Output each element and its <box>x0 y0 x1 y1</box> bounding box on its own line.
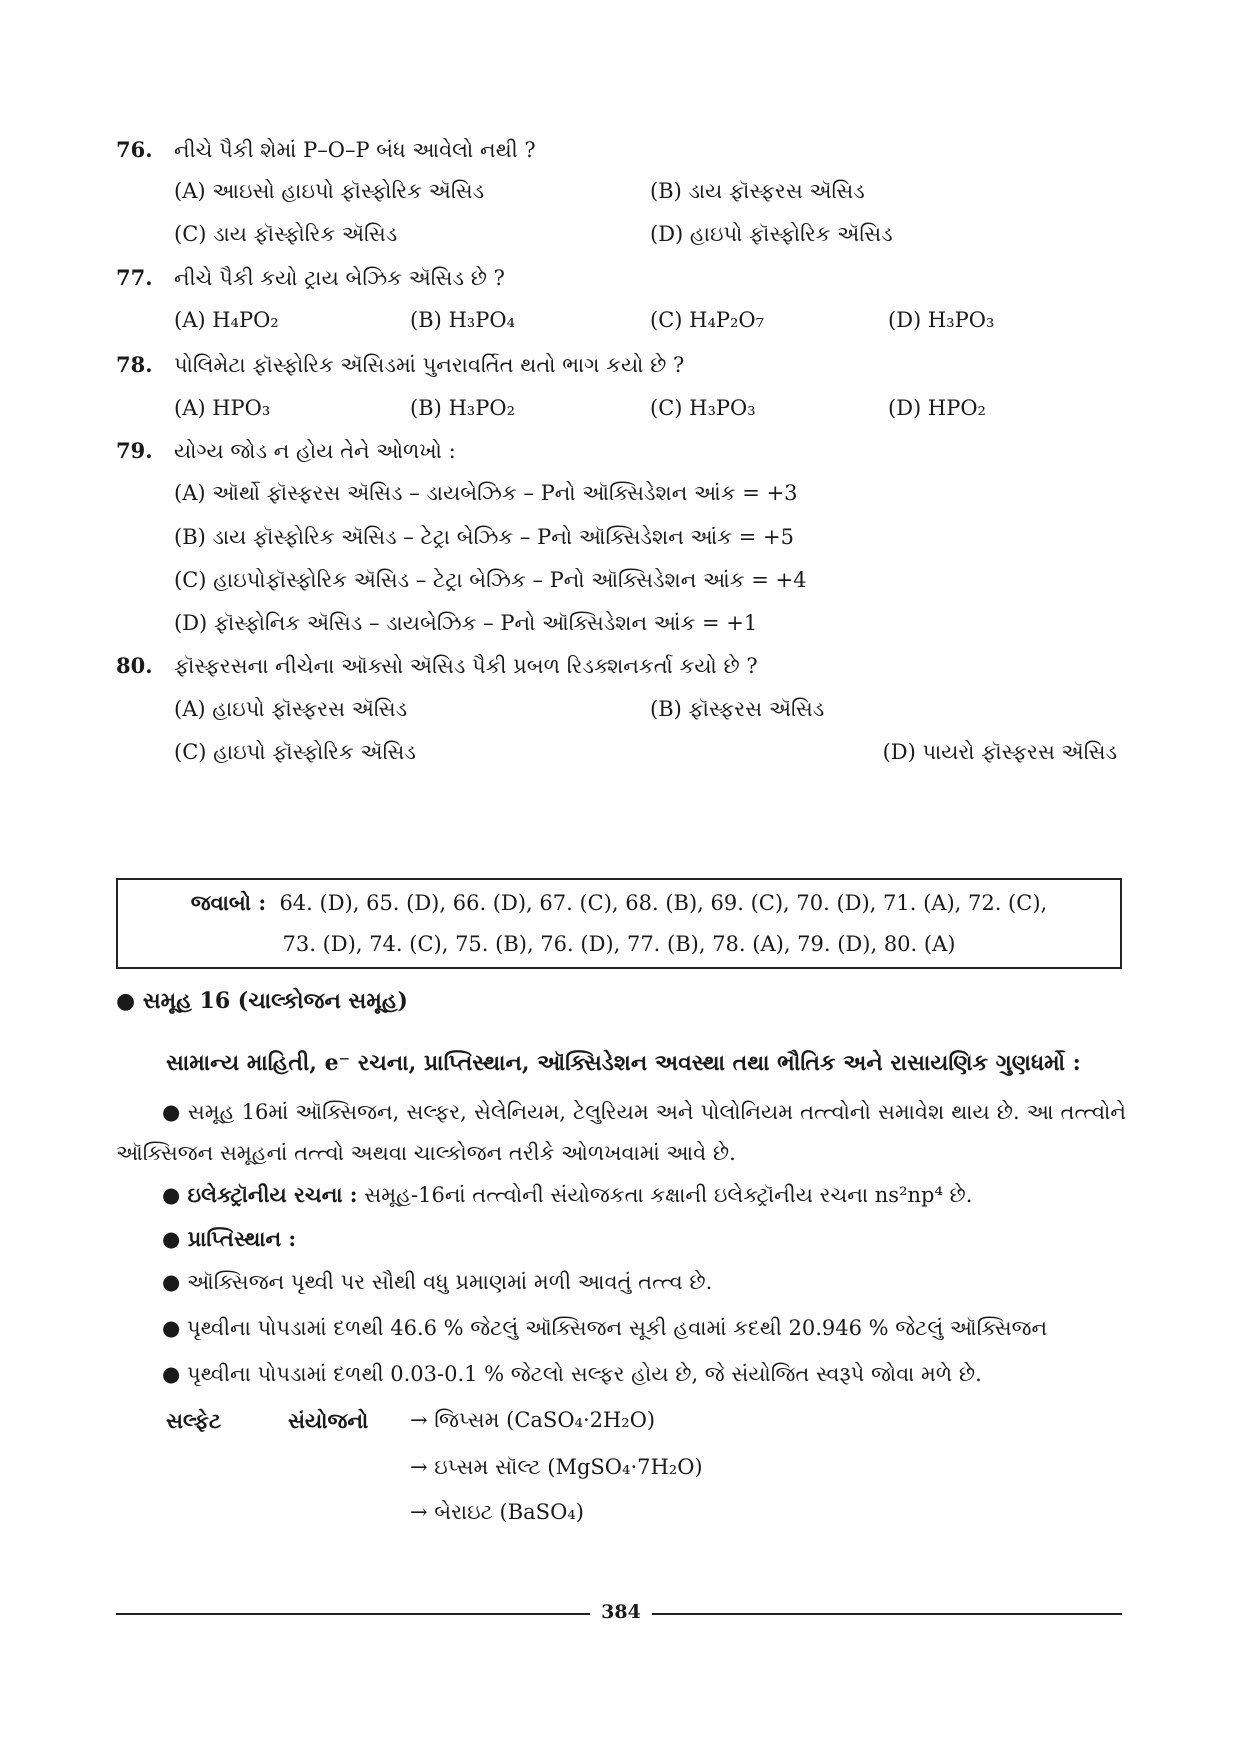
answer-key-values-1: 64. (D), 65. (D), 66. (D), 67. (C), 68. (B), 69. (C), 70. (D), 71. (A), 72. (C), <box>279 891 1048 915</box>
electronic-config-label: ● ઇલેક્ટ્રૉનીય રચના : <box>162 1182 358 1207</box>
question-79 <box>116 438 1126 464</box>
section-heading: ● સમૂહ 16 (ચાલ્કોજન સમૂહ) <box>116 988 408 1014</box>
occurrence-bullet-2: ● પૃથ્વીના પોપડામાં દળથી 46.6 % જેટલું ઑક્સિજન સૂકી હવામાં કદથી 20.946 % જેટલું ઑક્સિજન <box>162 1316 1048 1340</box>
question-77 <box>116 265 1126 291</box>
option-80-a: (A) હાઇપો ફૉસ્ફરસ ઍસિડ <box>174 697 408 721</box>
option-78-a: (A) HPO₃ <box>174 396 271 420</box>
electronic-config-text: સમૂહ-16નાં તત્ત્વોની સંયોજકતા કક્ષાની ઇલેક્ટ્રૉનીય રચના ns²np⁴ છે. <box>364 1183 973 1207</box>
option-77-b: (B) H₃PO₄ <box>410 308 515 332</box>
question-number: 78. <box>116 352 153 377</box>
question-number: 79. <box>116 438 153 463</box>
section-subheading: સામાન્ય માહિતી, e⁻ રચના, પ્રાપ્તિસ્થાન, ઑક્સિડેશન અવસ્થા તથા ભૌતિક અને રાસાયણિક ગુણધર્મો : <box>166 1050 1081 1076</box>
option-79-b: (B) ડાય ફૉસ્ફોરિક ઍસિડ – ટેટ્રા બેઝિક – Pનો ઑક્સિડેશન આંક = +5 <box>174 525 794 549</box>
footer-rule-left <box>116 1613 590 1615</box>
option-78-d: (D) HPO₂ <box>888 396 986 420</box>
question-number: 80. <box>116 653 153 678</box>
sulfate-label: સલ્ફેટ <box>166 1408 222 1433</box>
option-76-c: (C) ડાય ફૉસ્ફોરિક ઍસિડ <box>174 222 398 246</box>
occurrence-bullet-1: ● ઑક્સિજન પૃથ્વી પર સૌથી વધુ પ્રમાણમાં મળી આવતું તત્ત્વ છે. <box>162 1270 713 1294</box>
option-78-b: (B) H₃PO₂ <box>410 396 515 420</box>
answer-key-label: જવાબો : <box>190 890 267 915</box>
question-80 <box>116 653 1126 679</box>
occurrence-heading <box>162 1226 296 1252</box>
option-77-d: (D) H₃PO₃ <box>888 308 995 332</box>
answer-key-box <box>116 878 1122 969</box>
page-number: 384 <box>601 1601 641 1623</box>
option-79-d: (D) ફૉસ્ફોનિક ઍસિડ – ડાયબેઝિક – Pનો ઑક્સિડેશન આંક = +1 <box>174 611 758 635</box>
option-80-c: (C) હાઇપો ફૉસ્ફોરિક ઍસિડ <box>174 740 416 764</box>
answer-key-values-2: 73. (D), 74. (C), 75. (B), 76. (D), 77. (B), 78. (A), 79. (D), 80. (A) <box>282 932 956 956</box>
question-78 <box>116 352 1126 378</box>
option-77-a: (A) H₄PO₂ <box>174 308 279 332</box>
question-text: ફૉસ્ફરસના નીચેના ઑક્સો ઍસિડ પૈકી પ્રબળ રિડક્શનકર્તા કયો છે ? <box>174 654 758 678</box>
option-79-c: (C) હાઇપોફૉસ્ફોરિક ઍસિડ – ટેટ્રા બેઝિક – Pનો ઑક્સિડેશન આંક = +4 <box>174 568 807 592</box>
sulfate-compound-2: → ઇપ્સમ સૉલ્ટ (MgSO₄·7H₂O) <box>410 1455 703 1479</box>
question-text: નીચે પૈકી શેમાં P–O–P બંધ આવેલો નથી ? <box>174 138 536 162</box>
option-80-d: (D) પાયરો ફૉસ્ફરસ ઍસિડ <box>882 740 1117 764</box>
compounds-label: સંયોજનો <box>288 1408 369 1433</box>
question-text: નીચે પૈકી કયો ટ્રાય બેઝિક ઍસિડ છે ? <box>174 266 505 290</box>
answer-key-line-2 <box>118 932 1120 956</box>
option-77-c: (C) H₄P₂O₇ <box>650 308 765 332</box>
option-76-b: (B) ડાય ફૉસ્ફરસ ઍસિડ <box>650 179 865 203</box>
intro-paragraph: ● સમૂહ 16માં ઑક્સિજન, સલ્ફર, સેલેનિયમ, ટેલુરિયમ અને પોલોનિયમ તત્ત્વોનો સમાવેશ થાય છે. આ તત્ત્વોને ઑક્સિજન સમૂહનાં તત્ત્વો અથવા ચાલ્કોજન તરીકે ઓળખવામાં આવે છે. <box>116 1100 1126 1165</box>
sulfate-compound-3: → બેરાઇટ (BaSO₄) <box>410 1500 584 1524</box>
option-79-a: (A) ઑર્થો ફૉસ્ફરસ ઍસિડ – ડાયબેઝિક – Pનો ઑક્સિડેશન આંક = +3 <box>174 481 798 505</box>
option-80-b: (B) ફૉસ્ફરસ ઍસિડ <box>650 697 825 721</box>
option-78-c: (C) H₃PO₃ <box>650 396 756 420</box>
question-text: યોગ્ય જોડ ન હોય તેને ઓળખો : <box>174 439 456 463</box>
question-76 <box>116 137 1126 163</box>
sulfate-compound-1: → જિપ્સમ (CaSO₄·2H₂O) <box>410 1408 656 1432</box>
electronic-config-line <box>162 1182 972 1208</box>
question-number: 76. <box>116 137 153 162</box>
footer-rule-right <box>652 1613 1122 1615</box>
answer-key-line-1 <box>118 890 1120 916</box>
occurrence-label: ● પ્રાપ્તિસ્થાન : <box>162 1226 297 1251</box>
occurrence-bullet-3: ● પૃથ્વીના પોપડામાં દળથી 0.03-0.1 % જેટલો સલ્ફર હોય છે, જે સંયોજિત સ્વરૂપે જોવા મળે છે. <box>162 1362 982 1386</box>
option-76-a: (A) આઇસો હાઇપો ફૉસ્ફોરિક ઍસિડ <box>174 179 485 203</box>
question-text: પોલિમેટા ફૉસ્ફોરિક ઍસિડમાં પુનરાવર્તિત થતો ભાગ કયો છે ? <box>174 353 685 377</box>
question-number: 77. <box>116 265 153 290</box>
option-76-d: (D) હાઇપો ફૉસ્ફોરિક ઍસિડ <box>650 222 893 246</box>
